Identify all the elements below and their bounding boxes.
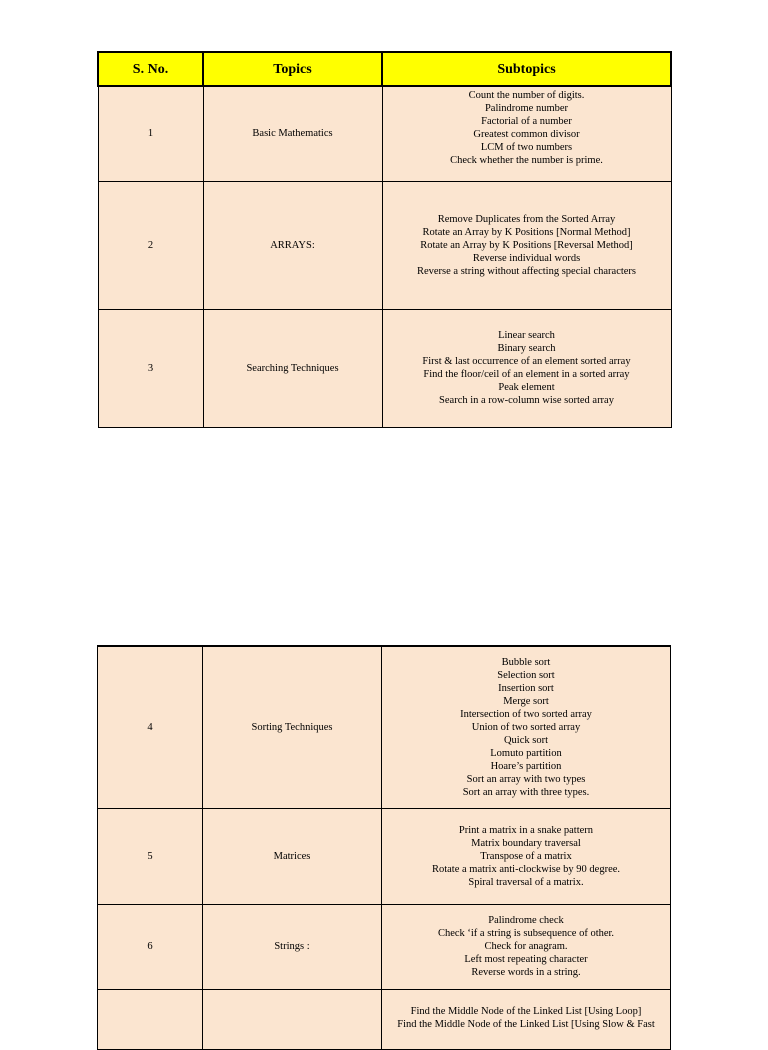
subtopic-item: Check ‘if a string is subsequence of other. <box>437 928 615 939</box>
row-sno: 2 <box>98 181 203 309</box>
table-header-row <box>98 52 671 86</box>
row-topic: Basic Mathematics <box>203 86 382 181</box>
subtopic-item: Find the floor/ceil of an element in a sorted array <box>423 369 630 380</box>
header-sno: S. No. <box>98 52 203 86</box>
row-sno: 6 <box>98 904 203 989</box>
row-sno: 1 <box>98 86 203 181</box>
subtopic-item: Left most repeating character <box>464 954 588 965</box>
topics-table-page-2 <box>97 645 671 1050</box>
table-row <box>98 646 671 808</box>
subtopic-item: Find the Middle Node of the Linked List [Using Loop] <box>410 1005 642 1017</box>
subtopic-item: Count the number of digits. <box>468 90 585 101</box>
row-topic: Strings : <box>203 904 382 989</box>
row-subtopics <box>382 989 671 1049</box>
row-topic <box>203 989 382 1049</box>
table-row <box>98 989 671 1049</box>
subtopic-item: Union of two sorted array <box>471 721 581 733</box>
table-row <box>98 904 671 989</box>
subtopic-item: Rotate an Array by K Positions [Normal Method] <box>422 226 631 238</box>
subtopic-item: Lomuto partition <box>490 747 562 759</box>
subtopic-item: Remove Duplicates from the Sorted Array <box>437 213 616 225</box>
row-subtopics <box>382 808 671 904</box>
subtopic-item: Check whether the number is prime. <box>450 155 603 166</box>
subtopic-item: Sort an array with three types. <box>462 786 590 798</box>
subtopic-item: First & last occurrence of an element sorted array <box>422 356 631 367</box>
subtopic-item: Find the Middle Node of the Linked List [Using Slow & Fast <box>397 1018 655 1030</box>
subtopic-item: Hoare’s partition <box>490 760 562 772</box>
row-subtopics <box>382 86 671 181</box>
subtopic-item: Spiral traversal of a matrix. <box>468 876 584 888</box>
subtopic-item: Selection sort <box>497 669 555 681</box>
subtopic-item: Reverse words in a string. <box>471 967 581 978</box>
row-topic: Matrices <box>203 808 382 904</box>
subtopic-item: Print a matrix in a snake pattern <box>458 824 594 836</box>
subtopic-item: Peak element <box>498 382 555 393</box>
subtopic-item: Bubble sort <box>501 656 551 668</box>
subtopic-item: Factorial of a number <box>481 116 572 127</box>
row-sno: 4 <box>98 646 203 808</box>
row-topic: Searching Techniques <box>203 309 382 427</box>
subtopic-item: Matrix boundary traversal <box>471 837 581 849</box>
subtopic-item: Palindrome number <box>484 103 569 114</box>
subtopic-item: Search in a row-column wise sorted array <box>439 395 614 406</box>
subtopic-item: Intersection of two sorted array <box>460 708 592 720</box>
row-subtopics <box>382 904 671 989</box>
subtopic-item: Linear search <box>498 330 555 341</box>
table-row <box>98 309 671 427</box>
subtopic-item: Transpose of a matrix <box>480 850 572 862</box>
table-row <box>98 808 671 904</box>
row-sno <box>98 989 203 1049</box>
subtopic-item: Rotate an Array by K Positions [Reversal Method] <box>420 239 633 251</box>
header-subtopics: Subtopics <box>382 52 671 86</box>
table-row <box>98 181 671 309</box>
row-topic: Sorting Techniques <box>203 646 382 808</box>
row-subtopics <box>382 181 671 309</box>
subtopic-item: Insertion sort <box>498 682 554 694</box>
row-subtopics <box>382 309 671 427</box>
subtopic-item: Rotate a matrix anti-clockwise by 90 degree. <box>431 863 621 875</box>
row-topic: ARRAYS: <box>203 181 382 309</box>
row-sno: 5 <box>98 808 203 904</box>
subtopic-item: Reverse a string without affecting special characters <box>416 265 637 277</box>
subtopic-item: Binary search <box>497 343 556 354</box>
subtopic-item: Sort an array with two types <box>466 773 586 785</box>
header-topics: Topics <box>203 52 382 86</box>
table-row <box>98 86 671 181</box>
subtopic-item: Check for anagram. <box>484 941 568 952</box>
row-subtopics <box>382 646 671 808</box>
subtopic-item: Reverse individual words <box>472 252 581 264</box>
row-sno: 3 <box>98 309 203 427</box>
subtopic-item: Greatest common divisor <box>473 129 580 140</box>
subtopic-item: Quick sort <box>503 734 549 746</box>
subtopic-item: Merge sort <box>503 695 549 707</box>
topics-table-page-1 <box>97 51 672 428</box>
subtopic-item: Palindrome check <box>488 915 564 926</box>
subtopic-item: LCM of two numbers <box>480 142 573 153</box>
